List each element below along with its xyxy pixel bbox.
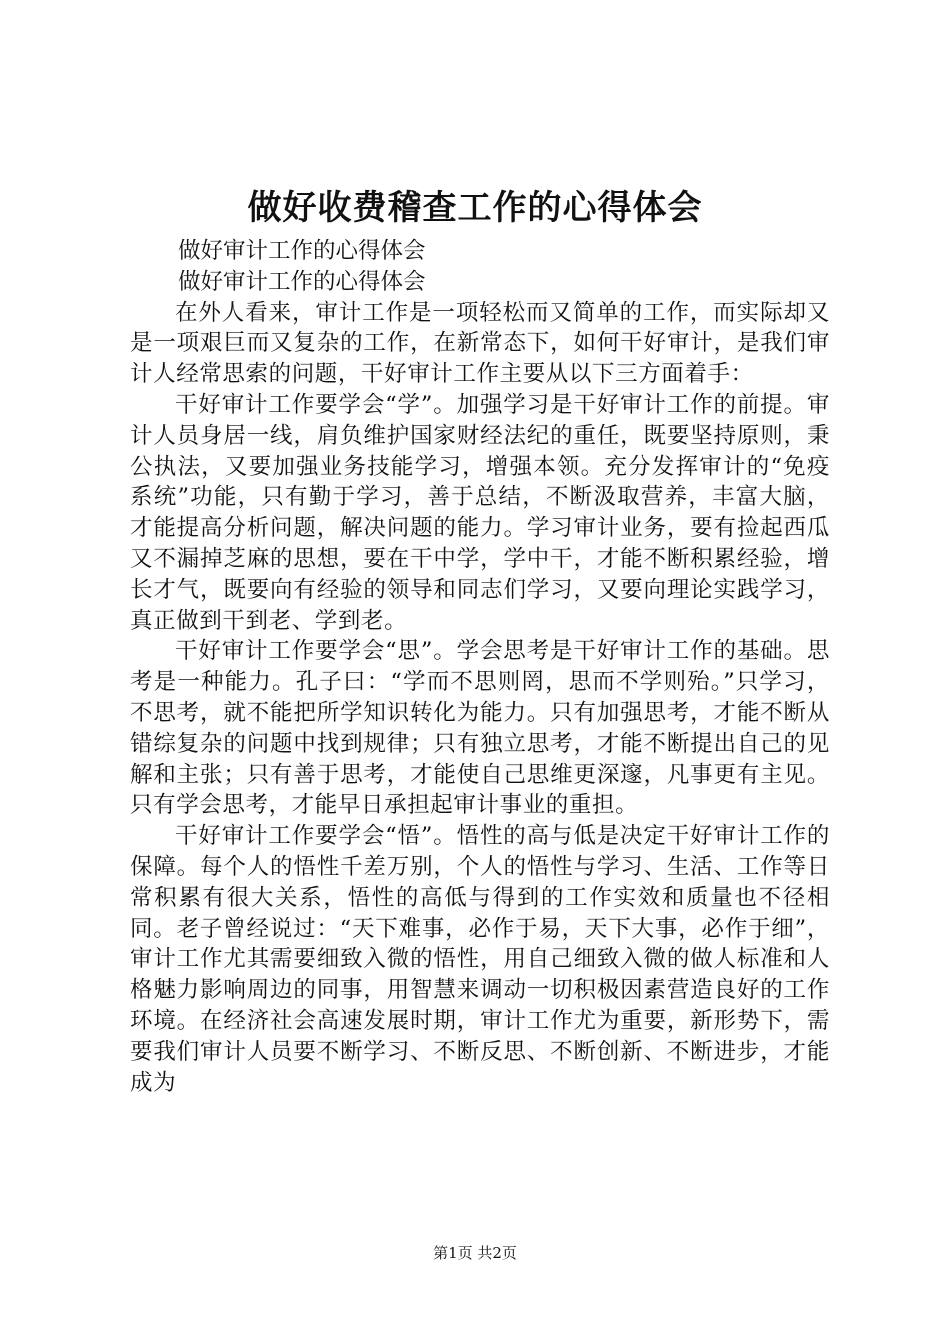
document-body (130, 236, 830, 1098)
document-title: 做好收费稽查工作的心得体会 (247, 188, 703, 228)
paragraph-comprehend: 干好审计工作要学会“悟”。悟性的高与低是决定干好审计工作的保障。每个人的悟性千差万别，个人的悟性与学习、生活、工作等日常积累有很大关系，悟性的高低与得到的工作实效和质量也不径相同。老子曾经说过：“天下难事，必作于易，天下大事，必作于细”，审计工作尤其需要细致入微的悟性，用自己细致入微的做人标准和人格魅力影响周边的同事，用智慧来调动一切积极因素营造良好的工作环境。在经济社会高速发展时期，审计工作尤为重要，新形势下，需要我们审计人员要不断学习、不断反思、不断创新、不断进步，才能成为 (130, 823, 830, 1096)
subheading: 做好审计工作的心得体会 (178, 238, 426, 264)
subheading: 做好审计工作的心得体会 (178, 268, 426, 295)
paragraph-learn: 干好审计工作要学会“学”。加强学习是干好审计工作的前提。审计人员身居一线，肩负维护国家财经法纪的重任，既要坚持原则，秉公执法，又要加强业务技能学习，增强本领。充分发挥审计的“免疫系统”功能，只有勤于学习，善于总结，不断汲取营养，丰富大脑，才能提高分析问题，解决问题的能力。学习审计业务，要有捡起西瓜又不漏掉芝麻的思想，要在干中学，学中干，才能不断积累经验，增长才气，既要向有经验的领导和同志们学习，又要向理论实践学习，真正做到干到老、学到老。 (130, 391, 830, 634)
paragraph-think: 干好审计工作要学会“思”。学会思考是干好审计工作的基础。思考是一种能力。孔子曰：“学而不思则罔，思而不学则殆。”只学习，不思考，就不能把所学知识转化为能力。只有加强思考，才能不断从错综复杂的问题中找到规律；只有独立思考，才能不断提出自己的见解和主张；只有善于思考，才能使自己思维更深邃，凡事更有主见。只有学会思考，才能早日承担起审计事业的重担。 (130, 638, 830, 819)
paragraph-intro: 在外人看来，审计工作是一项轻松而又简单的工作，而实际却又是一项艰巨而又复杂的工作，在新常态下，如何干好审计，是我们审计人经常思索的问题，干好审计工作主要从以下三方面着手： (130, 299, 830, 388)
page-number-footer: 第1页 共2页 (433, 1244, 517, 1262)
